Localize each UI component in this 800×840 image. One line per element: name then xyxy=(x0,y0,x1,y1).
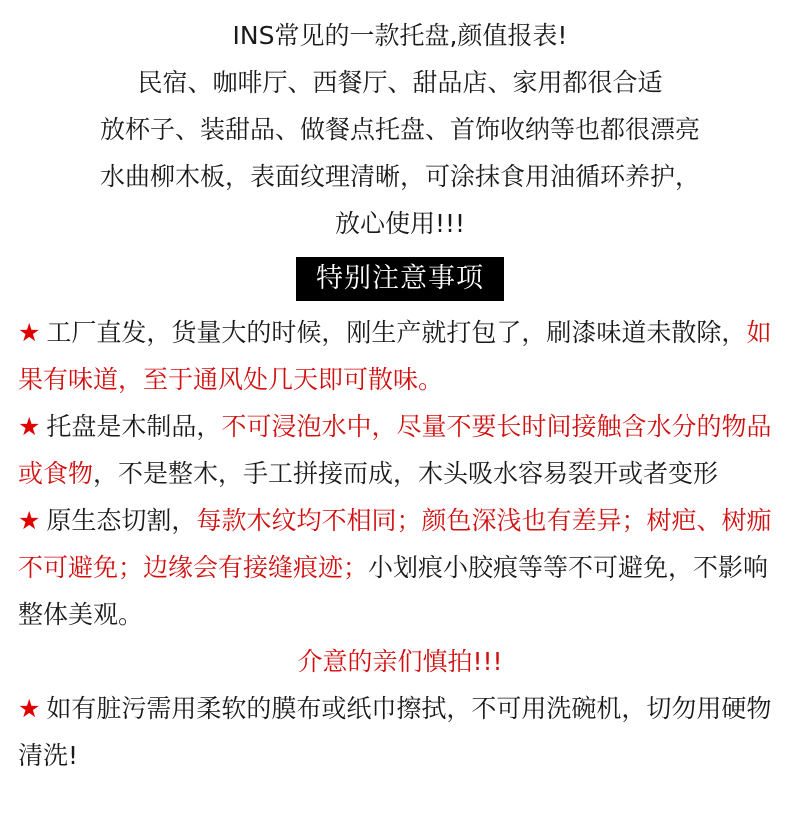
note-highlight: 每款木纹均不相同；颜色深浅也有差异；树疤、树痂不可避免；边缘会有接缝痕迹； xyxy=(18,506,772,582)
notes-list xyxy=(0,309,800,638)
intro-block xyxy=(0,0,800,247)
star-icon: ★ xyxy=(18,694,41,723)
last-note-block xyxy=(0,685,800,779)
note-text: 如有脏污需用柔软的膜布或纸巾擦拭，不可用洗碗机，切勿用硬物清洗! xyxy=(18,694,772,770)
note-item xyxy=(18,497,786,638)
star-icon: ★ xyxy=(18,506,41,535)
note-item xyxy=(18,685,786,779)
star-icon: ★ xyxy=(18,318,41,347)
intro-line: 水曲柳木板，表面纹理清晰，可涂抹食用油循环养护， xyxy=(99,162,700,191)
note-item xyxy=(18,309,786,403)
intro-line: 放杯子、装甜品、做餐点托盘、首饰收纳等也都很漂亮 xyxy=(99,115,700,144)
caution-text: 介意的亲们慎拍!!! xyxy=(297,647,503,676)
note-highlight: 如果有味道，至于通风处几天即可散味。 xyxy=(18,318,772,394)
note-text: ，不是整木，手工拼接而成，木头吸水容易裂开或者变形 xyxy=(93,459,719,488)
intro-line: 放心使用!!! xyxy=(334,209,466,238)
note-highlight: 不可浸泡水中，尽量不要长时间接触含水分的物品或食物 xyxy=(18,412,772,488)
note-text: 小划痕小胶痕等等不可避免，不影响整体美观。 xyxy=(18,553,769,629)
intro-line: 民宿、咖啡厅、西餐厅、甜品店、家用都很合适 xyxy=(137,68,663,97)
note-text: 工厂直发，货量大的时候，刚生产就打包了，刷漆味道未散除， xyxy=(46,318,747,347)
note-text: 托盘是木制品， xyxy=(46,412,222,441)
intro-line: INS常见的一款托盘,颜值报表! xyxy=(232,21,568,50)
note-text: 原生态切割， xyxy=(46,506,197,535)
note-item xyxy=(18,403,786,497)
notice-banner: 特别注意事项 xyxy=(296,257,504,301)
star-icon: ★ xyxy=(18,412,41,441)
banner-wrap xyxy=(0,247,800,309)
